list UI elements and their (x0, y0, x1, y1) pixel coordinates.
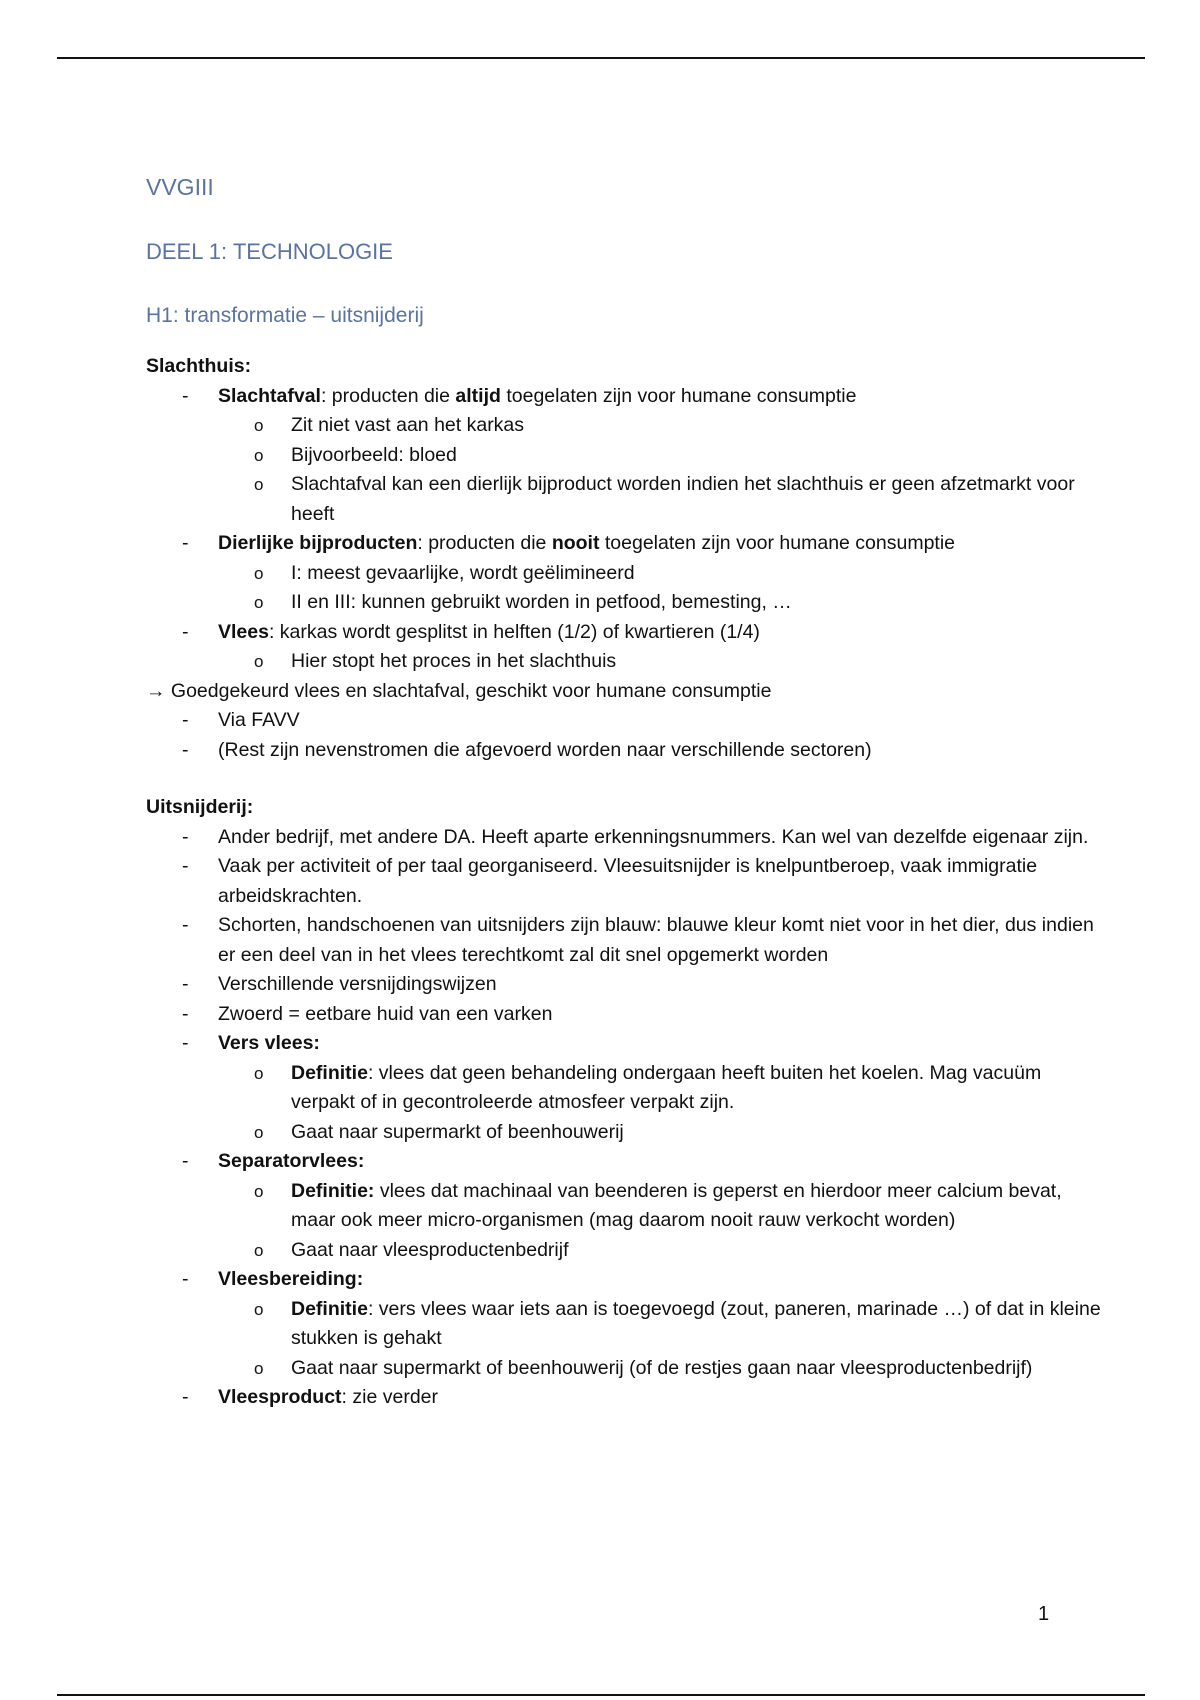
circle-bullet-icon: o (254, 1358, 264, 1378)
sub-list-item (146, 1354, 1106, 1384)
dash-bullet-icon: - (182, 384, 189, 407)
item-text: Zit niet vast aan het karkas (291, 414, 525, 436)
item-text: Gaat naar vleesproductenbedrijf (291, 1238, 569, 1261)
dash-bullet-icon: - (182, 709, 189, 731)
part-heading: DEEL 1: TECHNOLOGIE (146, 239, 393, 264)
item-text: II en III: kunnen gebruikt worden in petfood, bemesting, … (291, 591, 792, 613)
arrow-conclusion (146, 677, 1106, 707)
dash-bullet-icon: - (182, 1386, 189, 1408)
list-item (146, 823, 1106, 853)
circle-bullet-icon: o (254, 1122, 264, 1142)
item-text: : karkas wordt gesplitst in helften (1/2) of kwartieren (1/4) (268, 620, 760, 643)
section-spacer (146, 765, 1106, 793)
sub-list-item (146, 470, 1106, 529)
list-item (146, 1383, 1106, 1413)
dash-bullet-icon: - (182, 855, 189, 877)
list-item (146, 1029, 1106, 1059)
circle-bullet-icon: o (254, 416, 264, 435)
document-title: VVGIII (146, 174, 214, 200)
item-text: Via FAVV (218, 709, 300, 731)
circle-bullet-icon: o (254, 1240, 264, 1260)
item-text: Vaak per activiteit of per taal georganiseerd. Vleesuitsnijder is knelpuntberoep, vaak immigratie arbeidskrachten. (218, 855, 1038, 907)
sub-list-item (146, 441, 1106, 471)
bold-term: Vlees (218, 620, 269, 643)
bold-term: Vleesproduct (218, 1386, 342, 1408)
circle-bullet-icon: o (254, 593, 264, 612)
sub-list-item (146, 588, 1106, 618)
bold-term: Definitie (291, 1297, 368, 1320)
list-item (146, 618, 1106, 648)
circle-bullet-icon: o (254, 1181, 264, 1201)
item-text: : vlees dat geen behandeling ondergaan heeft buiten het koelen. Mag vacuüm verpakt of in gecontroleerde atmosfeer verpakt zijn. (291, 1061, 1042, 1113)
bold-term: Dierlijke bijproducten (218, 532, 418, 554)
sub-list-item (146, 559, 1106, 589)
item-text: Hier stopt het proces in het slachthuis (291, 650, 617, 672)
list-item (146, 529, 1106, 559)
page-number: 1 (1038, 1603, 1050, 1625)
sub-list-item (146, 1295, 1106, 1354)
item-text: toegelaten zijn voor humane consumptie (599, 532, 956, 554)
item-text: Gaat naar supermarkt of beenhouwerij (of de restjes gaan naar vleesproductenbedrijf) (291, 1356, 1033, 1379)
dash-bullet-icon: - (182, 973, 189, 995)
item-text: Schorten, handschoenen van uitsnijders zijn blauw: blauwe kleur komt niet voor in het dier, dus indien er een deel van in het vlees terechtkomt zal dit snel opgemerkt worden (218, 914, 1094, 966)
item-text: toegelaten zijn voor humane consumptie (500, 384, 857, 407)
list-item (146, 911, 1106, 970)
dash-bullet-icon: - (182, 620, 189, 643)
bold-term: Vers vlees: (218, 1032, 320, 1054)
item-text: : producten die (320, 384, 456, 407)
list-item (146, 1265, 1106, 1295)
sub-list-item (146, 411, 1106, 441)
sub-list-item (146, 1236, 1106, 1266)
list-item (146, 1000, 1106, 1030)
sub-list-item (146, 1059, 1106, 1118)
list-item (146, 382, 1106, 412)
dash-bullet-icon: - (182, 1032, 189, 1054)
sub-list-item (146, 647, 1106, 677)
sub-list-item (146, 1118, 1106, 1148)
circle-bullet-icon: o (254, 445, 264, 465)
item-text: Verschillende versnijdingswijzen (218, 973, 497, 995)
item-text: : vers vlees waar iets aan is toegevoegd (zout, paneren, marinade …) of dat in kleine stukken is gehakt (291, 1297, 1101, 1349)
dash-bullet-icon: - (182, 825, 189, 848)
dash-bullet-icon: - (182, 1150, 189, 1172)
header-rule (57, 57, 1145, 59)
document-body (146, 170, 1106, 1413)
item-text: : zie verder (341, 1386, 438, 1408)
circle-bullet-icon: o (254, 563, 264, 583)
item-text: vlees dat machinaal van beenderen is geperst en hierdoor meer calcium bevat, maar ook meer micro-organismen (mag daarom nooit rauw verkocht worden) (291, 1179, 1062, 1231)
circle-bullet-icon: o (254, 1299, 264, 1319)
bold-term: nooit (551, 532, 600, 554)
dash-bullet-icon: - (182, 1268, 189, 1290)
item-text: I: meest gevaarlijke, wordt geëlimineerd (291, 561, 635, 584)
bold-term: Vleesbereiding: (218, 1268, 364, 1290)
list-item (146, 706, 1106, 736)
dash-bullet-icon: - (182, 532, 189, 554)
bold-term: Slachtafval (218, 384, 321, 407)
section-heading: Uitsnijderij: (146, 796, 254, 818)
item-text: Slachtafval kan een dierlijk bijproduct worden indien het slachthuis er geen afzetmarkt voor heeft (291, 473, 1075, 525)
list-item (146, 852, 1106, 911)
sub-list-item (146, 1177, 1106, 1236)
item-text: Gaat naar supermarkt of beenhouwerij (291, 1120, 624, 1143)
circle-bullet-icon: o (254, 652, 264, 671)
item-text: Zwoerd = eetbare huid van een varken (218, 1002, 553, 1025)
sections-container (146, 352, 1106, 1413)
dash-bullet-icon: - (182, 914, 189, 936)
item-text: Bijvoorbeeld: bloed (291, 443, 457, 466)
bold-term: Definitie (291, 1061, 368, 1084)
footer-rule (57, 1694, 1145, 1696)
item-text: Ander bedrijf, met andere DA. Heeft aparte erkenningsnummers. Kan wel van dezelfde eigenaar zijn. (218, 825, 1089, 848)
bold-term: Separatorvlees: (218, 1150, 365, 1172)
bold-term: Definitie: (291, 1179, 375, 1202)
item-text: : producten die (417, 532, 552, 554)
list-item (146, 736, 1106, 766)
circle-bullet-icon: o (254, 1063, 264, 1083)
circle-bullet-icon: o (254, 475, 264, 494)
bold-term: altijd (455, 384, 501, 407)
list-item (146, 1147, 1106, 1177)
section-heading: Slachthuis: (146, 355, 252, 377)
list-item (146, 970, 1106, 1000)
item-text: (Rest zijn nevenstromen die afgevoerd worden naar verschillende sectoren) (218, 738, 872, 761)
item-text: → Goedgekeurd vlees en slachtafval, geschikt voor humane consumptie (146, 679, 772, 702)
dash-bullet-icon: - (182, 1002, 189, 1025)
chapter-heading: H1: transformatie – uitsnijderij (146, 304, 424, 327)
dash-bullet-icon: - (182, 738, 189, 761)
